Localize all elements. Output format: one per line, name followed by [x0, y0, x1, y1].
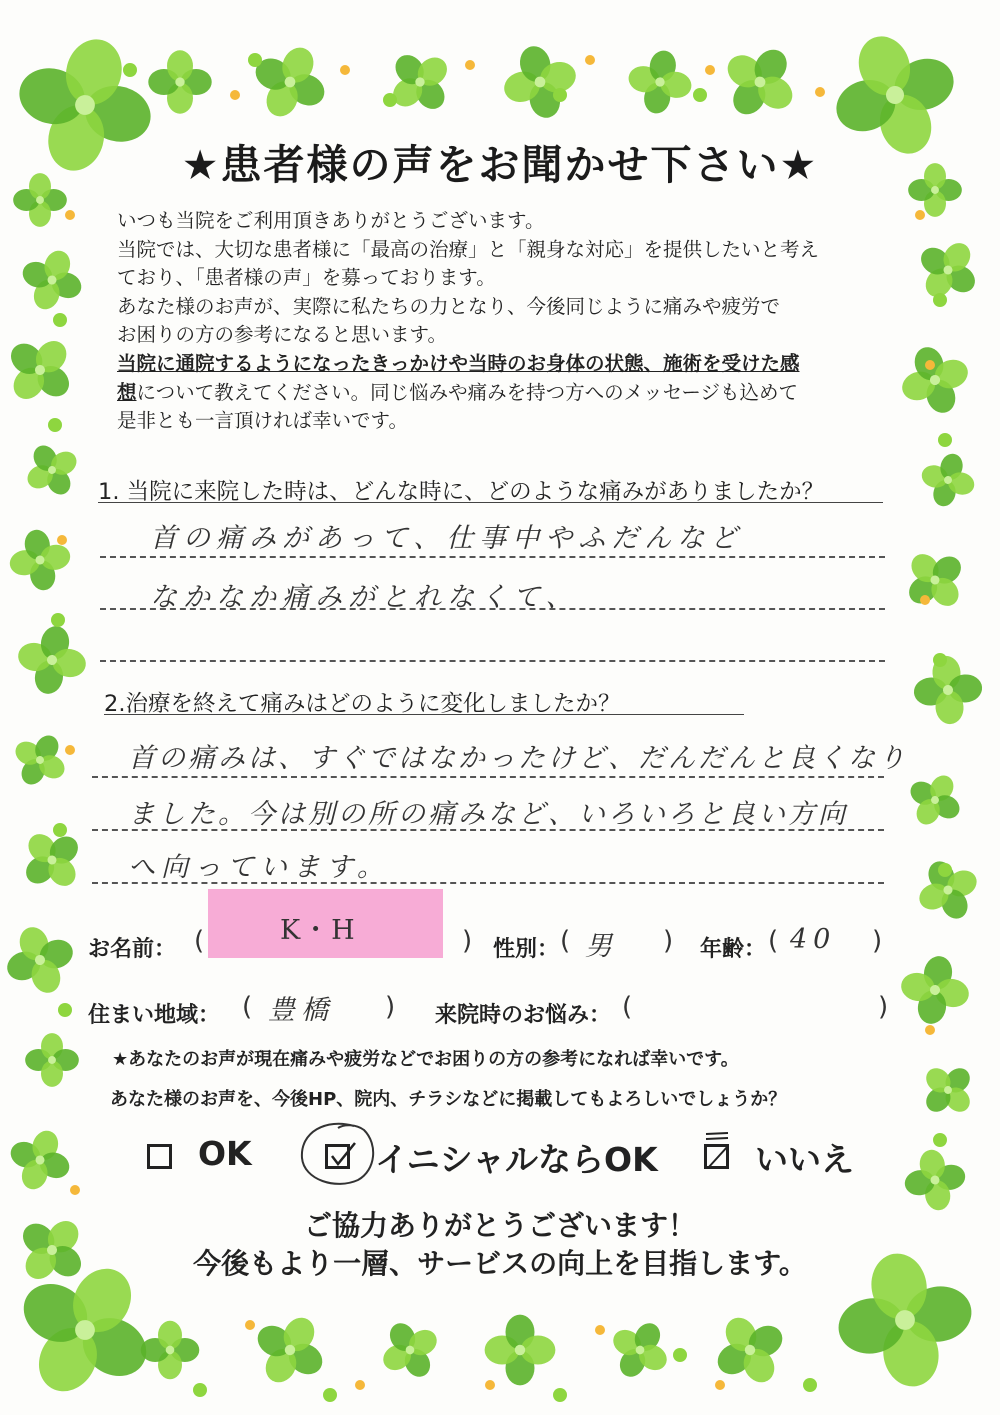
leaf-decoration	[803, 1378, 817, 1392]
dot-decoration	[245, 1320, 255, 1330]
clover-icon	[141, 1321, 200, 1380]
note-line-2: あなた様のお声を、今後HP、院内、チラシなどに掲載してもよろしいでしょうか？	[110, 1089, 787, 1110]
dot-decoration	[65, 210, 75, 220]
paren-close: )	[385, 992, 396, 1022]
paren-open: (	[622, 992, 633, 1022]
leaf-decoration	[673, 1348, 687, 1362]
leaf-decoration	[48, 418, 62, 432]
gender-value: 男	[585, 931, 618, 962]
paren-open: (	[194, 926, 205, 956]
intro-tail: について教えてください。同じ悩みや痛みを持つ方へのメッセージも込めて	[136, 380, 798, 404]
name-value: K・H	[280, 915, 357, 946]
answer-line	[100, 608, 885, 610]
leaf-decoration	[693, 88, 707, 102]
age-label: 年齢：	[700, 937, 767, 962]
paren-close: )	[462, 926, 473, 956]
leaf-decoration	[123, 63, 137, 77]
answer-line	[92, 776, 884, 778]
clover-icon	[12, 620, 91, 699]
question-2-underline	[104, 714, 744, 715]
leaf-decoration	[938, 433, 952, 447]
clover-icon	[906, 228, 991, 313]
answer-2-line-1: 首の痛みは、すぐではなかったけど、だんだんと良くなり	[128, 743, 908, 774]
initial-ok-option-label: イニシャルならOK	[375, 1140, 658, 1179]
clover-icon	[911, 653, 985, 727]
clover-icon	[891, 336, 979, 424]
leaf-decoration	[53, 823, 67, 837]
page-title: ★患者様の声をお聞かせ下さい★	[181, 141, 819, 189]
leaf-decoration	[323, 1388, 337, 1402]
clover-icon	[600, 1310, 680, 1390]
thanks-line-2: 今後もより一層、サービスの向上を目指します。	[193, 1247, 807, 1280]
dot-decoration	[65, 745, 75, 755]
paren-open: (	[768, 926, 779, 956]
intro-line: 当院では、大切な患者様に「最高の治療」と「親身な対応」を提供したいと考え	[117, 237, 820, 261]
clover-icon	[375, 37, 464, 126]
leaf-decoration	[58, 1003, 72, 1017]
leaf-decoration	[553, 1388, 567, 1402]
leaf-decoration	[553, 88, 567, 102]
clover-icon	[370, 1310, 450, 1390]
leaf-decoration	[51, 613, 65, 627]
clover-icon	[485, 1315, 556, 1386]
dot-decoration	[595, 1325, 605, 1335]
thanks-line-1: ご協力ありがとうございます！	[303, 1209, 696, 1242]
area-value: 豊橋	[268, 995, 334, 1026]
answer-line	[100, 660, 885, 662]
clover-icon	[892, 537, 978, 623]
clover-icon	[13, 241, 91, 319]
question-1-underline	[98, 502, 883, 503]
clover-icon	[0, 322, 88, 418]
ok-option-label: OK	[198, 1134, 252, 1173]
paren-open: (	[560, 926, 571, 956]
clover-icon	[895, 950, 974, 1029]
paren-close: )	[663, 926, 674, 956]
intro-line: ており、「患者様の声」を募っております。	[117, 266, 496, 290]
clover-icon	[623, 45, 696, 118]
intro-line: 是非とも一言頂ければ幸いです。	[117, 409, 408, 433]
strike-mark-icon	[700, 1128, 734, 1172]
no-option-label: いいえ	[755, 1140, 854, 1179]
intro-emphasis: 当院に通院するようになったきっかけや当時のお身体の状態、施術を受けた感	[117, 351, 800, 375]
clover-icon	[1, 1121, 79, 1199]
leaf-decoration	[933, 653, 947, 667]
answer-1-line-1: 首の痛みがあって、仕事中やふだんなど	[150, 523, 744, 554]
clover-icon	[25, 1033, 79, 1087]
intro-line: お困りの方の参考になると思います。	[117, 323, 447, 347]
clover-icon	[898, 763, 971, 836]
intro-emphasis-end: 想	[117, 380, 137, 404]
clover-icon	[495, 37, 585, 127]
clover-icon	[910, 1052, 986, 1128]
intro-line	[117, 379, 897, 408]
name-label: お名前：	[88, 937, 177, 962]
age-value: 40	[790, 924, 837, 955]
dot-decoration	[465, 60, 475, 70]
clover-icon	[709, 31, 811, 133]
leaf-decoration	[53, 313, 67, 327]
dot-decoration	[485, 1380, 495, 1390]
dot-decoration	[705, 65, 715, 75]
paren-open: (	[242, 992, 253, 1022]
dot-decoration	[920, 595, 930, 605]
question-1: 1. 当院に来院した時は、どんな時に、どのような痛みがありましたか？	[98, 479, 825, 505]
dot-decoration	[915, 210, 925, 220]
check-mark-icon	[325, 1140, 359, 1170]
clover-icon	[915, 447, 981, 513]
dot-decoration	[355, 1380, 365, 1390]
leaf-decoration	[248, 53, 262, 67]
dot-decoration	[715, 1380, 725, 1390]
clover-icon	[241, 33, 338, 130]
answer-1-line-2: なかなか痛みがとれなくて、	[150, 582, 579, 613]
answer-2-line-3: へ向っています。	[128, 852, 390, 883]
clover-icon	[242, 1302, 339, 1399]
leaf-decoration	[933, 1133, 947, 1147]
paren-close: )	[878, 992, 889, 1022]
intro-text	[117, 207, 897, 436]
leaf-decoration	[933, 293, 947, 307]
intro-line: あなた様のお声が、実際に私たちの力となり、今後同じように痛みや疲労で	[117, 294, 781, 318]
ok-checkbox[interactable]	[147, 1144, 172, 1169]
clover-icon	[0, 916, 84, 1004]
leaf-decoration	[193, 1383, 207, 1397]
concern-label: 来院時のお悩み：	[435, 1003, 612, 1028]
answer-line	[100, 556, 885, 558]
clover-icon	[907, 849, 988, 930]
clover-icon	[9, 817, 95, 903]
dot-decoration	[340, 65, 350, 75]
dot-decoration	[57, 535, 67, 545]
dot-decoration	[925, 1025, 935, 1035]
answer-line	[92, 882, 884, 884]
answer-line	[92, 829, 884, 831]
clover-icon	[3, 723, 76, 796]
paren-close: )	[872, 926, 883, 956]
intro-line: いつも当院をご利用頂きありがとうございます。	[117, 209, 545, 232]
question-2: 2.治療を終えて痛みはどのように変化しましたか？	[104, 691, 621, 717]
dot-decoration	[815, 87, 825, 97]
leaf-decoration	[383, 93, 397, 107]
dot-decoration	[925, 360, 935, 370]
answer-2-line-2: ました。今は別の所の痛みなど、いろいろと良い方向	[128, 799, 848, 830]
clover-icon	[5, 525, 76, 596]
area-label: 住まい地域：	[88, 1003, 221, 1028]
dot-decoration	[70, 1185, 80, 1195]
note-line-1: ★あなたのお声が現在痛みや疲労などでお困りの方の参考になれば幸いです。	[112, 1049, 739, 1070]
leaf-decoration	[938, 863, 952, 877]
dot-decoration	[585, 55, 595, 65]
clover-icon	[15, 433, 88, 506]
clover-icon	[148, 50, 211, 113]
gender-label: 性別：	[493, 937, 560, 962]
dot-decoration	[230, 90, 240, 100]
